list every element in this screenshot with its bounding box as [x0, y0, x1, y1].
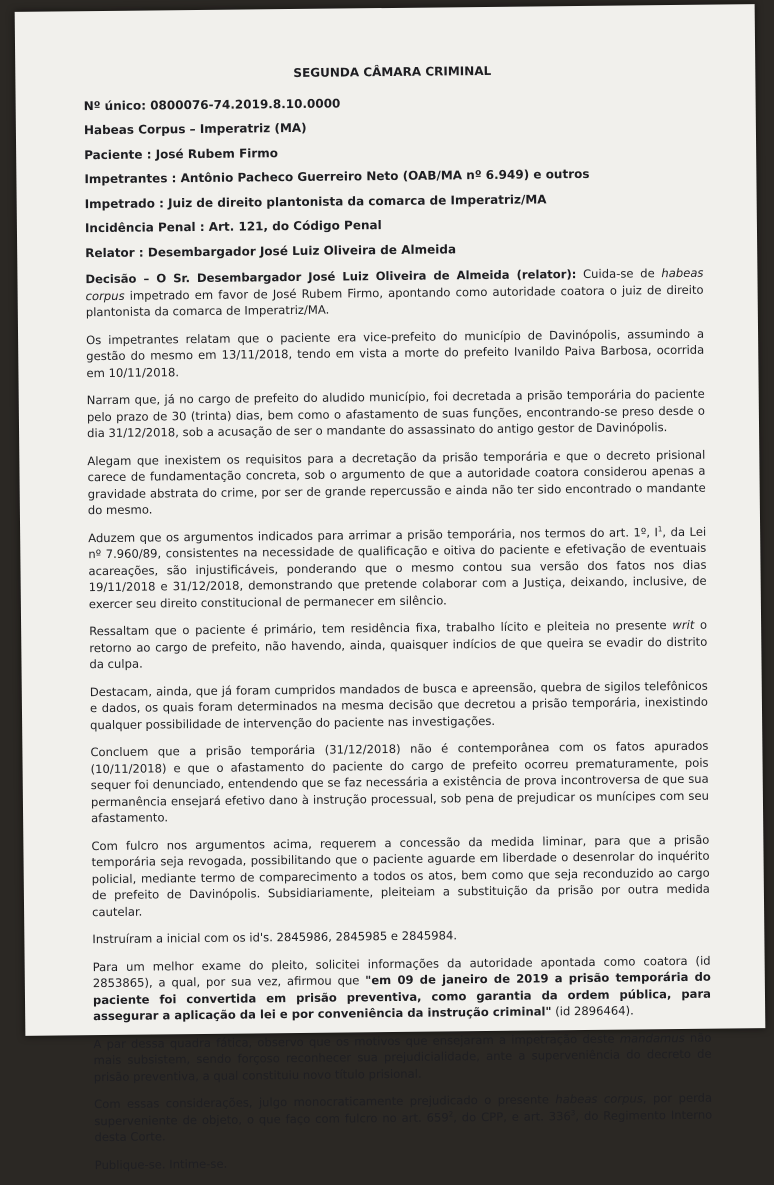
paragraph-arguments: Aduzem que os argumentos indicados para arrimar a prisão temporária, nos termos do art. 1º, $I^1$, da Lei nº 7.960/89, consistentes na necessidade de qualificação e oitiva do paciente e efetivação de eventuais acareações, são injustificáveis, ponderando que o mesmo contou sua versão dos fatos nos dias 19/11/2018 e 31/12/2018, demonstrando que pretende colaborar com a Justiça, deixando, inclusive, de exercer seu direito constitucional de permanecer em silêncio. — [88, 524, 707, 611]
document-title: SEGUNDA CÂMARA CRIMINAL — [293, 63, 492, 80]
paragraph-decision: Decisão – O Sr. Desembargador José Luiz Oliveira de Almeida (relator): Cuida-se de habeas corpus impetrado em favor de José Rubem Firmo, apontando como autoridade coatora o juiz de direito plantonista da comarca de Imperatriz/MA. — [85, 265, 704, 320]
footnote-mark: 2 — [448, 1110, 454, 1119]
paragraph-narrative: Narram que, já no cargo de prefeito do aludido município, foi decretada a prisão temporária do paciente pelo prazo de 30 (trinta) dias, bem como o afastamento de suas funções, encontrando-se preso desde o dia 31/12/2018, sob a acusação de ser o mandante do assassinato do antigo gestor de Davinópolis. — [86, 386, 705, 441]
document-content — [83, 61, 713, 1184]
footnote-mark: 3 — [570, 1108, 576, 1117]
paragraph-exhibits: Instruíram a inicial com os id's. 2845986, 2845985 e 2845984. — [92, 928, 458, 947]
patient: Paciente : José Rubem Firmo — [84, 145, 279, 162]
rapporteur: Relator : Desembargador José Luiz Oliveira de Almeida — [85, 241, 457, 260]
paragraph-analysis: A par dessa quadra fática, observo que os motivos que ensejaram a impetração deste mandamus não mais subsistem, sendo forçoso reconhecer sua prejudicialidade, ante a superveniência do decreto de prisão preventiva, a qual constituiu novo título prisional. — [93, 1030, 712, 1084]
quoted-statement: "em 09 de janeiro de 2019 a prisão temporária do paciente foi convertida em prisão preventiva, como garantia da ordem pública, para assegurar a aplicação da lei e por conveniência da instrução criminal" — [92, 969, 712, 1024]
paragraph-primary: Ressaltam que o paciente é primário, tem residência fixa, trabalho lícito e pleiteia no presente writ o retorno ao cargo de prefeito, não havendo, ainda, quaisquer indícios de que queira se evadir do distrito da culpa. — [89, 617, 708, 672]
paragraph-closing: Publique-se. Intime-se. — [94, 1156, 228, 1172]
paragraph-information: Para um melhor exame do pleito, solicitei informações da autoridade apontada como coatora (id 2853865), a qual, por sua vez, afirmou que "em 09 de janeiro de 2019 a prisão temporária do paciente foi convertida em prisão preventiva, como garantia da ordem pública, para assegurar a aplicação da lei e por conveniência da instrução criminal" (id 2896464). — [92, 953, 712, 1024]
decision-lead: Decisão – O Sr. Desembargador José Luiz Oliveira de Almeida (relator): — [85, 267, 577, 287]
document-page — [15, 4, 766, 1172]
paragraph-allegations: Alegam que inexistem os requisitos para a decretação da prisão temporária e que o decreto prisional carece de fundamentação concreta, sob o argumento de que a autoridade coatora considerou apenas a gravidade abstrata do crime, por ser de grande repercussão e ainda não ter sido encontrado o mandante do mesmo. — [87, 447, 706, 518]
paragraph-requests: Com fulcro nos argumentos acima, requerem a concessão da medida liminar, para que a prisão temporária seja revogada, possibilitando que o paciente aguarde em liberdade o desenrolar do inquérito policial, mediante termo de comparecimento a todos os atos, bem como que seja reconduzido ao cargo de prefeito de Davinópolis. Subsidiariamente, pleiteiam a substituição da prisão por outra medida cautelar. — [91, 832, 710, 919]
case-number: Nº único: 0800076-74.2019.8.10.0000 — [83, 95, 341, 113]
penal-incidence: Incidência Penal : Art. 121, do Código Penal — [84, 218, 382, 236]
paragraph-conclusion: Concluem que a prisão temporária (31/12/2018) não é contemporânea com os fatos apurados (10/11/2018) e que o afastamento do paciente do cargo de prefeito ocorreu prematuramente, pois sequer foi denunciado, entendendo que se faz necessária a existência de prova incontroversa de que sua permanência ensejará efetivo dano à instrução processual, sob pena de prejudicar os munícipes com seu afastamento. — [90, 738, 709, 826]
case-type: Habeas Corpus – Imperatriz (MA) — [83, 120, 307, 138]
footnote-mark: 1 — [657, 524, 663, 533]
paragraph-report: Os impetrantes relatam que o paciente era vice-prefeito do município de Davinópolis, assumindo a gestão do mesmo em 13/11/2018, tendo em vista a morte do prefeito Ivanildo Paiva Barbosa, ocorrida em 10/11/2018. — [86, 326, 705, 380]
respondent: Impetrado : Juiz de direito plantonista da comarca de Imperatriz/MA — [84, 191, 547, 211]
petitioners: Impetrantes : Antônio Pacheco Guerreiro Neto (OAB/MA nº 6.949) e outros — [84, 166, 590, 187]
paragraph-ruling: Com essas considerações, julgo monocraticamente prejudicado o presente habeas corpus, por perda superveniente de objeto, o que faço com fulcro no art. $659^2$, do CPP, e art. $336^3$, do Regimento Interno desta Corte. — [94, 1090, 713, 1145]
paragraph-warrants: Destacam, ainda, que já foram cumpridos mandados de busca e apreensão, quebra de sigilos telefônicos e dados, os quais foram determinados na mesma decisão que decretou a prisão temporária, inexistindo qualquer possibilidade de intervenção do paciente nas investigações. — [89, 678, 708, 732]
